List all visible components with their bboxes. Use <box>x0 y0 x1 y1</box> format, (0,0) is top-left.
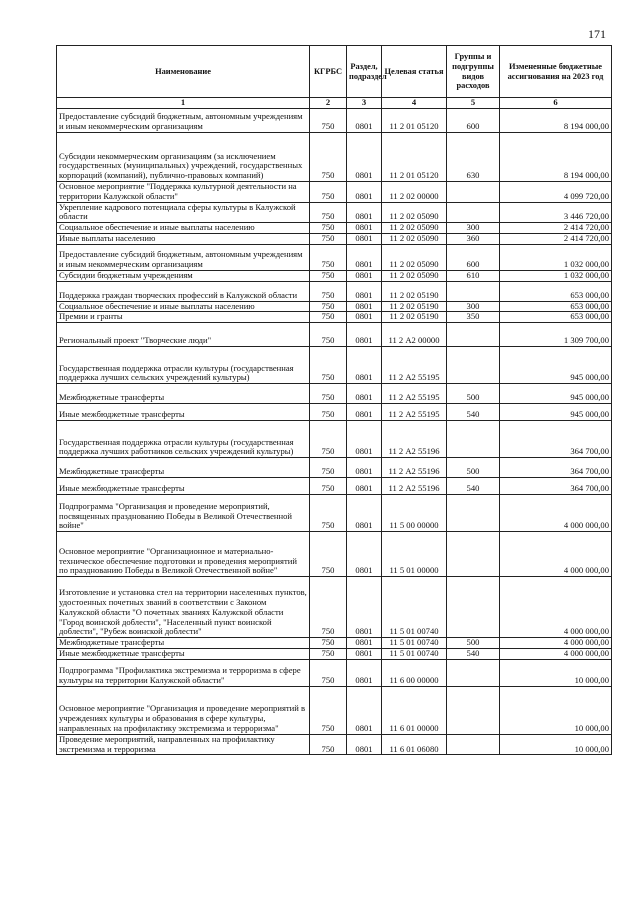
row-group: 500 <box>447 384 500 404</box>
row-kgrbs: 750 <box>310 223 347 234</box>
row-section: 0801 <box>347 638 382 649</box>
row-group <box>447 734 500 755</box>
row-section: 0801 <box>347 202 382 223</box>
row-target: 11 2 02 05090 <box>382 223 447 234</box>
row-kgrbs: 750 <box>310 404 347 421</box>
table-row <box>57 734 612 755</box>
header-kgrbs: КГРБС <box>310 46 347 98</box>
row-group: 350 <box>447 312 500 323</box>
column-number: 1 <box>57 98 310 109</box>
table-row <box>57 659 612 686</box>
column-number: 5 <box>447 98 500 109</box>
row-section: 0801 <box>347 109 382 133</box>
row-amount: 4 000 000,00 <box>500 638 612 649</box>
row-section: 0801 <box>347 458 382 478</box>
table-row <box>57 648 612 659</box>
header-target: Целевая статья <box>382 46 447 98</box>
row-group: 360 <box>447 233 500 244</box>
row-name: Проведение мероприятий, направленных на профилактику экстремизма и терроризма <box>57 734 310 755</box>
row-target: 11 2 01 05120 <box>382 133 447 182</box>
row-group: 540 <box>447 404 500 421</box>
row-group <box>447 686 500 734</box>
row-section: 0801 <box>347 312 382 323</box>
row-amount: 1 032 000,00 <box>500 244 612 270</box>
table-row <box>57 233 612 244</box>
row-group <box>447 347 500 384</box>
table-row <box>57 244 612 270</box>
column-number: 3 <box>347 98 382 109</box>
row-name: Социальное обеспечение и иные выплаты населению <box>57 301 310 312</box>
row-target: 11 2 А2 55196 <box>382 458 447 478</box>
row-name: Предоставление субсидий бюджетным, автономным учреждениям и иным некоммерческим организациям <box>57 109 310 133</box>
row-name: Субсидии некоммерческим организациям (за исключением государственных (муниципальных) учреждений, государственных корпораций (компаний), публично-правовых компаний) <box>57 133 310 182</box>
table-row <box>57 532 612 577</box>
row-kgrbs: 750 <box>310 734 347 755</box>
row-name: Предоставление субсидий бюджетным, автономным учреждениям и иным некоммерческим организациям <box>57 244 310 270</box>
row-kgrbs: 750 <box>310 648 347 659</box>
row-group: 540 <box>447 648 500 659</box>
table-row <box>57 404 612 421</box>
row-group: 600 <box>447 244 500 270</box>
row-group: 600 <box>447 109 500 133</box>
row-target: 11 2 02 05090 <box>382 202 447 223</box>
row-name: Государственная поддержка отрасли культуры (государственная поддержка лучших работников сельских учреждений культуры) <box>57 421 310 458</box>
row-section: 0801 <box>347 133 382 182</box>
row-group <box>447 182 500 203</box>
row-kgrbs: 750 <box>310 458 347 478</box>
row-kgrbs: 750 <box>310 312 347 323</box>
header-name: Наименование <box>57 46 310 98</box>
row-group: 300 <box>447 301 500 312</box>
row-target: 11 2 02 05090 <box>382 244 447 270</box>
row-target: 11 5 01 00000 <box>382 532 447 577</box>
row-section: 0801 <box>347 281 382 301</box>
row-kgrbs: 750 <box>310 532 347 577</box>
row-amount: 945 000,00 <box>500 404 612 421</box>
row-amount: 4 000 000,00 <box>500 648 612 659</box>
column-number: 6 <box>500 98 612 109</box>
table-row <box>57 133 612 182</box>
row-target: 11 2 02 05190 <box>382 281 447 301</box>
row-name: Поддержка граждан творческих профессий в Калужской области <box>57 281 310 301</box>
row-section: 0801 <box>347 734 382 755</box>
row-group <box>447 495 500 532</box>
row-amount: 653 000,00 <box>500 281 612 301</box>
row-amount: 3 446 720,00 <box>500 202 612 223</box>
table-row <box>57 281 612 301</box>
row-target: 11 6 00 00000 <box>382 659 447 686</box>
row-kgrbs: 750 <box>310 495 347 532</box>
row-section: 0801 <box>347 577 382 638</box>
row-kgrbs: 750 <box>310 109 347 133</box>
row-group <box>447 323 500 347</box>
table-row <box>57 323 612 347</box>
row-target: 11 2 А2 55196 <box>382 421 447 458</box>
row-name: Межбюджетные трансферты <box>57 384 310 404</box>
row-target: 11 2 А2 55195 <box>382 384 447 404</box>
row-amount: 364 700,00 <box>500 478 612 495</box>
row-target: 11 2 02 00000 <box>382 182 447 203</box>
budget-table <box>56 45 612 755</box>
row-name: Государственная поддержка отрасли культуры (государственная поддержка лучших сельских учреждений культуры) <box>57 347 310 384</box>
row-name: Подпрограмма "Профилактика экстремизма и терроризма в сфере культуры на территории Калужской области" <box>57 659 310 686</box>
table-row <box>57 109 612 133</box>
table-row <box>57 686 612 734</box>
row-amount: 4 000 000,00 <box>500 532 612 577</box>
row-amount: 4 099 720,00 <box>500 182 612 203</box>
row-name: Основное мероприятие "Поддержка культурной деятельности на территории Калужской области" <box>57 182 310 203</box>
row-section: 0801 <box>347 495 382 532</box>
row-target: 11 5 01 00740 <box>382 648 447 659</box>
table-row <box>57 223 612 234</box>
row-kgrbs: 750 <box>310 659 347 686</box>
row-amount: 945 000,00 <box>500 384 612 404</box>
row-section: 0801 <box>347 478 382 495</box>
column-number: 2 <box>310 98 347 109</box>
table-row <box>57 495 612 532</box>
row-group: 540 <box>447 478 500 495</box>
table-row <box>57 270 612 281</box>
table-row <box>57 577 612 638</box>
row-kgrbs: 750 <box>310 281 347 301</box>
header-groups: Группы и подгруппы видов расходов <box>447 46 500 98</box>
row-target: 11 5 01 00740 <box>382 638 447 649</box>
row-kgrbs: 750 <box>310 233 347 244</box>
row-target: 11 2 А2 55195 <box>382 404 447 421</box>
row-target: 11 2 02 05090 <box>382 233 447 244</box>
row-kgrbs: 750 <box>310 347 347 384</box>
row-group <box>447 577 500 638</box>
row-amount: 2 414 720,00 <box>500 233 612 244</box>
table-row <box>57 202 612 223</box>
row-group <box>447 532 500 577</box>
table-row <box>57 347 612 384</box>
row-amount: 364 700,00 <box>500 458 612 478</box>
row-amount: 653 000,00 <box>500 301 612 312</box>
row-target: 11 2 А2 00000 <box>382 323 447 347</box>
row-kgrbs: 750 <box>310 686 347 734</box>
row-kgrbs: 750 <box>310 133 347 182</box>
row-target: 11 6 01 06080 <box>382 734 447 755</box>
row-amount: 4 000 000,00 <box>500 495 612 532</box>
table-row <box>57 638 612 649</box>
row-name: Основное мероприятие "Организация и проведение мероприятий в учреждениях культуры и образования в сфере культуры, направленных на профилактику экстремизма и терроризма" <box>57 686 310 734</box>
row-section: 0801 <box>347 421 382 458</box>
table-row <box>57 312 612 323</box>
header-amount: Измененные бюджетные ассигнования на 2023 год <box>500 46 612 98</box>
row-section: 0801 <box>347 347 382 384</box>
table-row <box>57 421 612 458</box>
row-kgrbs: 750 <box>310 202 347 223</box>
row-amount: 8 194 000,00 <box>500 133 612 182</box>
row-target: 11 2 02 05190 <box>382 301 447 312</box>
page-number: 171 <box>588 27 606 41</box>
row-section: 0801 <box>347 182 382 203</box>
table-row <box>57 458 612 478</box>
row-name: Иные межбюджетные трансферты <box>57 404 310 421</box>
row-amount: 4 000 000,00 <box>500 577 612 638</box>
row-target: 11 6 01 00000 <box>382 686 447 734</box>
row-name: Субсидии бюджетным учреждениям <box>57 270 310 281</box>
row-kgrbs: 750 <box>310 301 347 312</box>
column-number-row <box>57 98 612 109</box>
row-kgrbs: 750 <box>310 577 347 638</box>
row-group: 500 <box>447 458 500 478</box>
row-section: 0801 <box>347 659 382 686</box>
row-amount: 1 309 700,00 <box>500 323 612 347</box>
row-amount: 364 700,00 <box>500 421 612 458</box>
table-row <box>57 301 612 312</box>
row-target: 11 2 01 05120 <box>382 109 447 133</box>
header-section: Раздел, подраздел <box>347 46 382 98</box>
row-kgrbs: 750 <box>310 478 347 495</box>
row-section: 0801 <box>347 648 382 659</box>
row-group: 610 <box>447 270 500 281</box>
row-amount: 945 000,00 <box>500 347 612 384</box>
row-name: Межбюджетные трансферты <box>57 458 310 478</box>
row-name: Изготовление и установка стел на территории населенных пунктов, удостоенных почетных званий в соответствии с Законом Калужской области "О почетных званиях Калужской области "Город воинской доблести", "Населенный пункт воинской доблести", "Рубеж воинской доблести" <box>57 577 310 638</box>
row-name: Премии и гранты <box>57 312 310 323</box>
row-name: Региональный проект "Творческие люди" <box>57 323 310 347</box>
row-kgrbs: 750 <box>310 323 347 347</box>
row-section: 0801 <box>347 532 382 577</box>
row-group <box>447 421 500 458</box>
row-section: 0801 <box>347 223 382 234</box>
row-kgrbs: 750 <box>310 244 347 270</box>
column-number: 4 <box>382 98 447 109</box>
row-section: 0801 <box>347 384 382 404</box>
row-name: Иные выплаты населению <box>57 233 310 244</box>
row-amount: 10 000,00 <box>500 659 612 686</box>
table-row <box>57 478 612 495</box>
table-header-row <box>57 46 612 98</box>
row-kgrbs: 750 <box>310 384 347 404</box>
row-target: 11 2 02 05190 <box>382 312 447 323</box>
row-section: 0801 <box>347 323 382 347</box>
row-amount: 1 032 000,00 <box>500 270 612 281</box>
row-name: Иные межбюджетные трансферты <box>57 478 310 495</box>
row-group <box>447 659 500 686</box>
row-group: 500 <box>447 638 500 649</box>
row-name: Иные межбюджетные трансферты <box>57 648 310 659</box>
table-body <box>57 109 612 755</box>
row-name: Укрепление кадрового потенциала сферы культуры в Калужской области <box>57 202 310 223</box>
row-section: 0801 <box>347 301 382 312</box>
row-amount: 10 000,00 <box>500 734 612 755</box>
row-section: 0801 <box>347 686 382 734</box>
row-target: 11 2 02 05090 <box>382 270 447 281</box>
row-section: 0801 <box>347 270 382 281</box>
row-name: Межбюджетные трансферты <box>57 638 310 649</box>
table-row <box>57 182 612 203</box>
row-amount: 2 414 720,00 <box>500 223 612 234</box>
row-amount: 8 194 000,00 <box>500 109 612 133</box>
row-kgrbs: 750 <box>310 270 347 281</box>
row-name: Подпрограмма "Организация и проведение мероприятий, посвященных празднованию Победы в Великой Отечественной войне" <box>57 495 310 532</box>
row-amount: 10 000,00 <box>500 686 612 734</box>
row-target: 11 5 00 00000 <box>382 495 447 532</box>
table-row <box>57 384 612 404</box>
row-group: 630 <box>447 133 500 182</box>
row-section: 0801 <box>347 233 382 244</box>
row-group <box>447 202 500 223</box>
row-kgrbs: 750 <box>310 421 347 458</box>
row-group: 300 <box>447 223 500 234</box>
row-group <box>447 281 500 301</box>
row-section: 0801 <box>347 244 382 270</box>
row-amount: 653 000,00 <box>500 312 612 323</box>
row-name: Основное мероприятие "Организационное и материально-техническое обеспечение подготовки и проведения мероприятий по празднованию Победы в Великой Отечественной войне" <box>57 532 310 577</box>
row-section: 0801 <box>347 404 382 421</box>
row-target: 11 2 А2 55195 <box>382 347 447 384</box>
row-target: 11 2 А2 55196 <box>382 478 447 495</box>
row-kgrbs: 750 <box>310 638 347 649</box>
row-name: Социальное обеспечение и иные выплаты населению <box>57 223 310 234</box>
row-kgrbs: 750 <box>310 182 347 203</box>
row-target: 11 5 01 00740 <box>382 577 447 638</box>
